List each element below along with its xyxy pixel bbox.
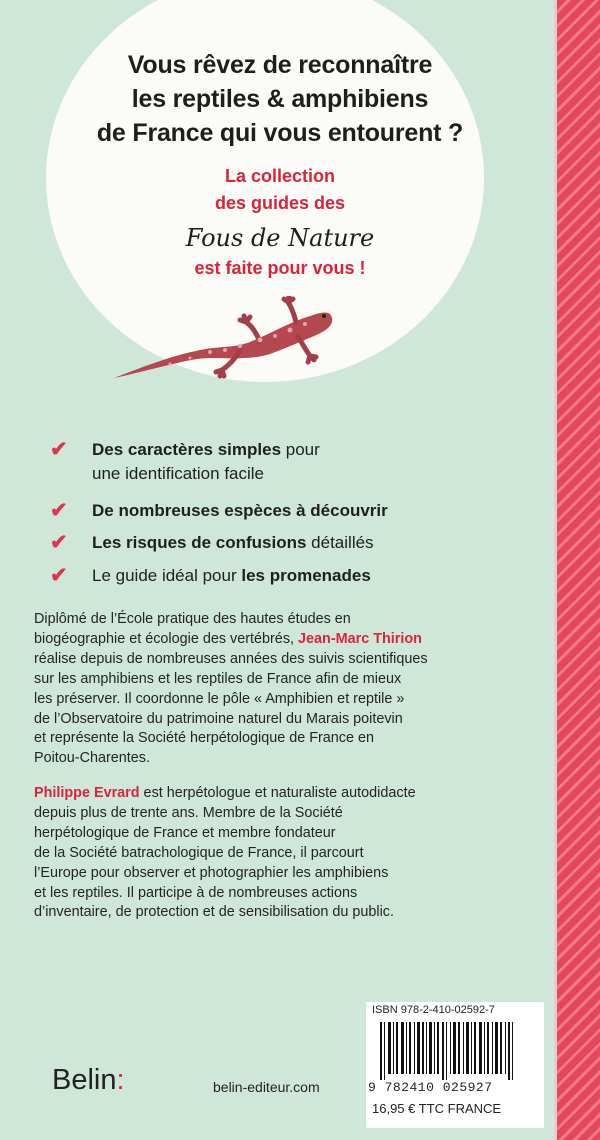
author-bio-evrard: Philippe Evrard est herpétologue et naturaliste autodidacte depuis plus de trente ans. Membre de la Société herpétologique de France et membre fondateur de la Société batrachologique de France, il parcourt l’Europe pour observer et photographier les amphibiens et les reptiles. Il participe à de nombreuses actions d’inventaire, de protection et de sensibilisation du public.: [34, 785, 416, 921]
decorative-stripe-band: [554, 0, 600, 1140]
collection-line-1: La collection: [224, 166, 336, 186]
publisher-website: belin-editeur.com: [213, 1079, 320, 1095]
author-name: Jean-Marc Thirion: [298, 630, 422, 647]
headline: [30, 48, 530, 150]
checkmark-icon: ✔: [50, 499, 68, 522]
series-name: Fous de Nature: [185, 224, 375, 252]
checkmark-icon: ✔: [50, 438, 68, 461]
back-cover: Vous rêvez de reconnaître les reptiles & amphibiens de France qui vous entourent ? La collection des guides des Fous de Nature est faite pour vous ! ✔ Des caractères simples pour une identification facile ✔ De nombreuses espèces à découvrir ✔ Les risques de confusions détaillés ✔ Le guide idéal pour les promenades Diplômé de l’École pratique des hautes études en biogéographie et écologie des vertébrés, Jean-Marc Thirion réalise depuis de nombreuses années des suivis scientifiques sur les amphibiens et les reptiles de France afin de mieux les préserver. Il coordonne le pôle « Amphibien et reptile » de l’Observatoire du patrimoine naturel du Marais poitevin et représente la Société herpétologique de France en Poitou-Charentes. Philippe Evrard est herpétologue et naturaliste autodidacte depuis plus de trente ans. Membre de la Société herpétologique de France et membre fondateur de la Société batrachologique de France, il parcourt l’Europe pour observer et photographier les amphibiens et les reptiles. Il participe à de nombreuses actions d’inventaire, de protection et de sensibilisation du public. Belin: belin-editeur.com ISBN 978-2-410-02592-7 9 782410 025927 16,95 € TTC FRANCE: [0, 0, 557, 1140]
gecko-illustration: [110, 296, 340, 386]
price: 16,95 € TTC FRANCE: [372, 1101, 502, 1116]
checkmark-icon: ✔: [50, 564, 68, 587]
collection-line-2: des guides des: [214, 193, 346, 213]
collection-line-3: est faite pour vous !: [194, 258, 366, 278]
publisher-logo: Belin:: [52, 1064, 125, 1096]
headline-line: Vous rêvez de reconnaître: [127, 51, 433, 79]
author-bio-thirion: Diplômé de l’École pratique des hautes études en biogéographie et écologie des vertébrés, Jean-Marc Thirion réalise depuis de nombreuses années des suivis scientifiques sur les amphibiens et les reptiles de France afin de mieux les préserver. Il coordonne le pôle « Amphibien et reptile » de l’Observatoire du patrimoine naturel du Marais poitevin et représente la Société herpétologique de France en Poitou-Charentes.: [34, 611, 428, 767]
author-name: Philippe Evrard: [34, 785, 140, 801]
barcode-number: 9 782410 025927: [368, 1080, 493, 1095]
headline-line: les reptiles & amphibiens: [131, 85, 429, 113]
isbn-number: ISBN 978-2-410-02592-7: [372, 1004, 495, 1016]
checkmark-icon: ✔: [50, 531, 68, 554]
headline-line: de France qui vous entourent ?: [96, 119, 464, 147]
